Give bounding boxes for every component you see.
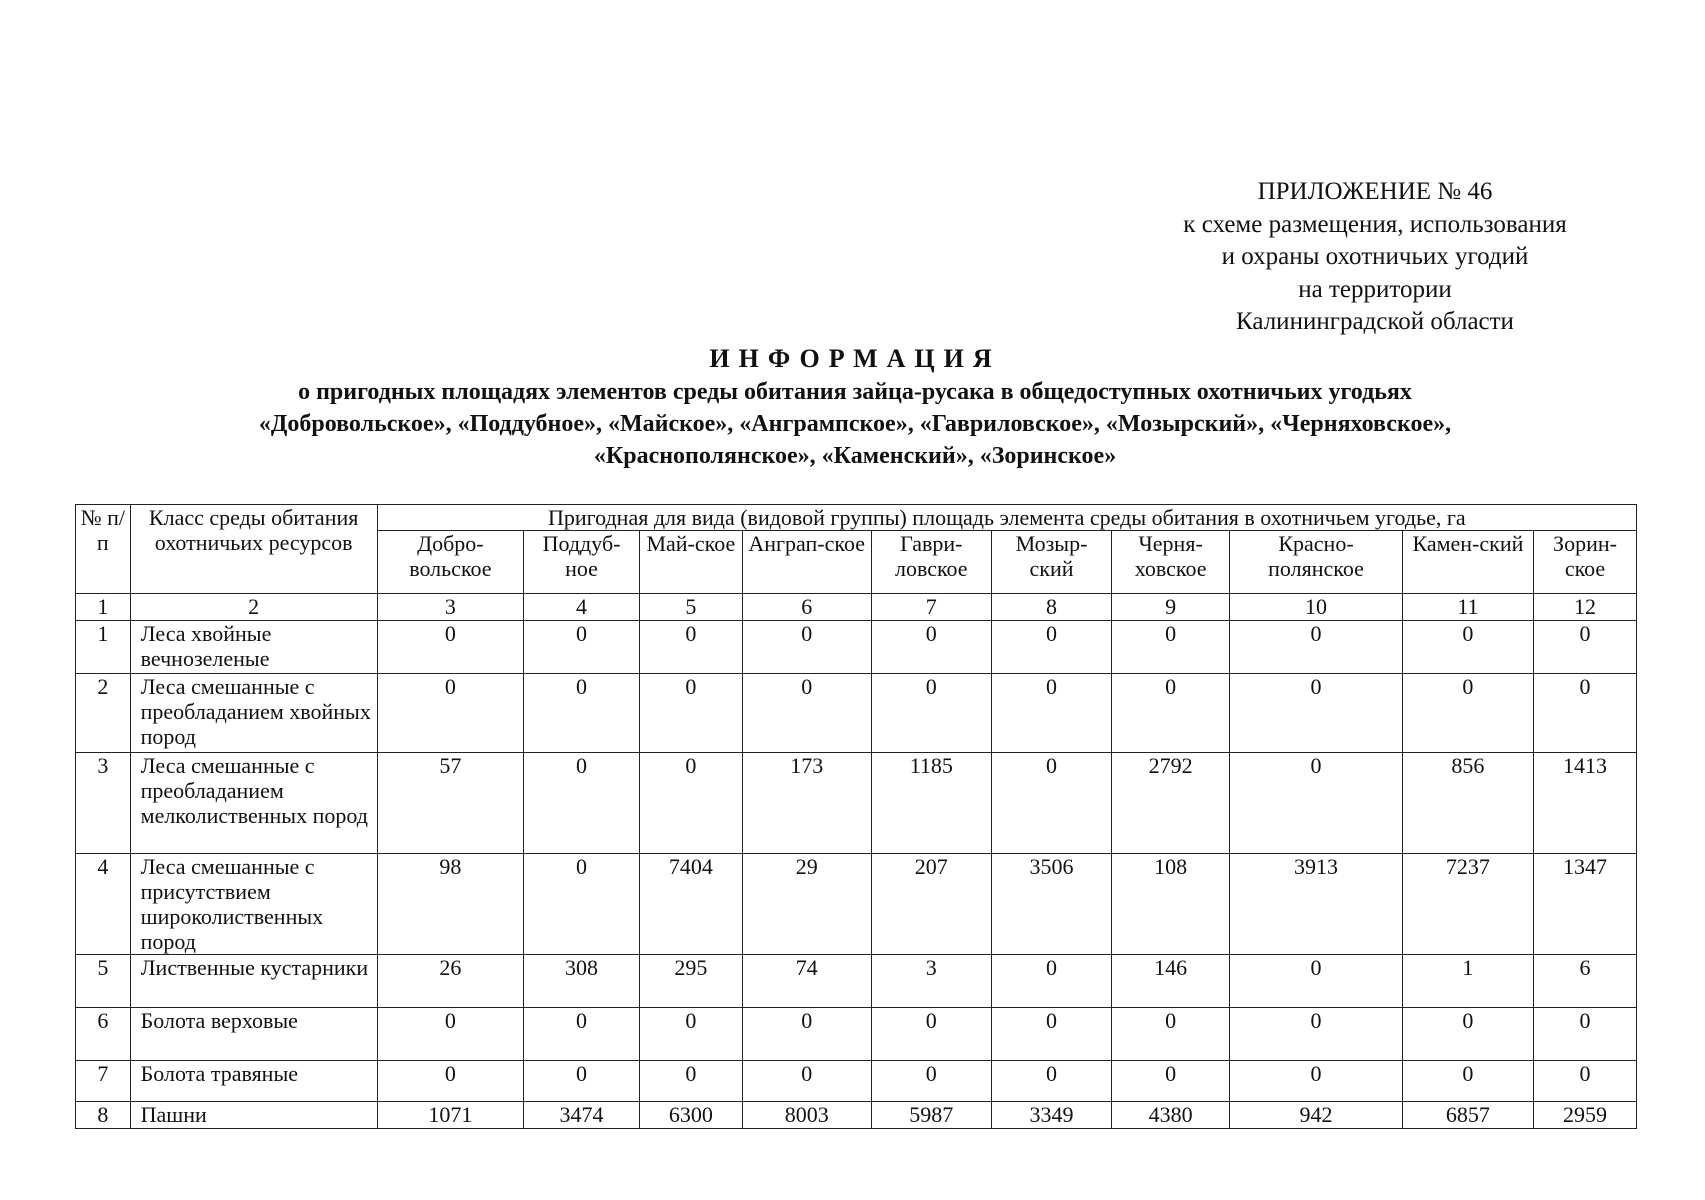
habitat-area-table (75, 504, 1637, 1129)
column-number-11: 11 (1402, 594, 1533, 621)
table-row (76, 753, 1637, 854)
habitat-class: Лиственные кустарники (130, 955, 377, 1008)
area-value: 942 (1230, 1102, 1403, 1129)
area-value: 0 (1534, 674, 1637, 753)
area-value: 3913 (1230, 854, 1403, 955)
row-number: 7 (76, 1061, 131, 1102)
row-number: 3 (76, 753, 131, 854)
row-number: 6 (76, 1008, 131, 1061)
area-value: 6857 (1402, 1102, 1533, 1129)
area-value: 0 (1402, 1061, 1533, 1102)
row-number: 5 (76, 955, 131, 1008)
header-area-10: Зорин-ское (1534, 531, 1637, 594)
area-value: 0 (991, 621, 1111, 674)
header-area-group: Пригодная для вида (видовой группы) площадь элемента среды обитания в охотничьем угодье, га (377, 505, 1636, 531)
area-value: 0 (1112, 1008, 1230, 1061)
area-value: 5987 (871, 1102, 991, 1129)
area-value: 0 (1534, 1008, 1637, 1061)
area-value: 0 (742, 621, 871, 674)
document-title-block (130, 342, 1580, 472)
area-value: 0 (639, 1008, 742, 1061)
area-value: 0 (1112, 621, 1230, 674)
area-value: 4380 (1112, 1102, 1230, 1129)
table-row (76, 955, 1637, 1008)
area-value: 0 (377, 621, 523, 674)
column-number-1: 1 (76, 594, 131, 621)
area-value: 2959 (1534, 1102, 1637, 1129)
area-value: 0 (639, 674, 742, 753)
area-value: 0 (1230, 674, 1403, 753)
area-value: 0 (1402, 1008, 1533, 1061)
area-value: 98 (377, 854, 523, 955)
area-value: 0 (742, 1061, 871, 1102)
area-value: 2792 (1112, 753, 1230, 854)
area-value: 0 (1112, 674, 1230, 753)
habitat-class: Болота верховые (130, 1008, 377, 1061)
column-number-6: 6 (742, 594, 871, 621)
area-value: 0 (1230, 955, 1403, 1008)
area-value: 3474 (524, 1102, 640, 1129)
appendix-block (1090, 176, 1660, 339)
area-value: 0 (871, 621, 991, 674)
area-value: 57 (377, 753, 523, 854)
area-value: 207 (871, 854, 991, 955)
area-value: 146 (1112, 955, 1230, 1008)
title-line-2: «Добровольское», «Поддубное», «Майское», «Ангрампское», «Гавриловское», «Мозырский», «Черняховское», (258, 411, 1452, 437)
habitat-class: Леса смешанные с преобладанием хвойных пород (130, 674, 377, 753)
area-value: 8003 (742, 1102, 871, 1129)
area-value: 0 (871, 1008, 991, 1061)
header-area-8: Красно-полянское (1230, 531, 1403, 594)
column-number-7: 7 (871, 594, 991, 621)
habitat-class: Пашни (130, 1102, 377, 1129)
header-area-7: Черня-ховское (1112, 531, 1230, 594)
title-line-1: о пригодных площадях элементов среды обитания зайца-русака в общедоступных охотничьих угодьях (298, 379, 1412, 405)
table-row (76, 1008, 1637, 1061)
area-value: 0 (1534, 621, 1637, 674)
area-value: 0 (377, 1061, 523, 1102)
area-value: 3 (871, 955, 991, 1008)
area-value: 1 (1402, 955, 1533, 1008)
header-area-6: Мозыр-ский (991, 531, 1111, 594)
area-value: 0 (1402, 621, 1533, 674)
habitat-class: Леса хвойные вечнозеленые (130, 621, 377, 674)
column-number-4: 4 (524, 594, 640, 621)
area-value: 0 (524, 621, 640, 674)
header-area-9: Камен-ский (1402, 531, 1533, 594)
area-value: 856 (1402, 753, 1533, 854)
area-value: 0 (991, 1061, 1111, 1102)
area-value: 0 (871, 1061, 991, 1102)
area-value: 26 (377, 955, 523, 1008)
appendix-line-3: и охраны охотничьих угодий (1221, 243, 1529, 270)
row-number: 1 (76, 621, 131, 674)
header-number: № п/п (76, 505, 131, 594)
row-number: 4 (76, 854, 131, 955)
area-value: 0 (991, 753, 1111, 854)
header-area-2: Поддуб-ное (524, 531, 640, 594)
area-value: 0 (1230, 1061, 1403, 1102)
area-value: 7404 (639, 854, 742, 955)
area-value: 3349 (991, 1102, 1111, 1129)
area-value: 0 (524, 1008, 640, 1061)
area-value: 0 (1230, 1008, 1403, 1061)
area-value: 1347 (1534, 854, 1637, 955)
area-value: 6300 (639, 1102, 742, 1129)
area-value: 0 (1230, 621, 1403, 674)
area-value: 0 (377, 1008, 523, 1061)
column-number-2: 2 (130, 594, 377, 621)
area-value: 0 (1534, 1061, 1637, 1102)
area-value: 0 (377, 674, 523, 753)
column-number-3: 3 (377, 594, 523, 621)
area-value: 0 (524, 854, 640, 955)
table-row (76, 1061, 1637, 1102)
area-value: 0 (639, 621, 742, 674)
area-value: 0 (1112, 1061, 1230, 1102)
area-value: 0 (871, 674, 991, 753)
header-area-4: Анграп-ское (742, 531, 871, 594)
table-row (76, 854, 1637, 955)
area-value: 0 (991, 674, 1111, 753)
area-value: 108 (1112, 854, 1230, 955)
area-value: 0 (1230, 753, 1403, 854)
habitat-class: Леса смешанные с преобладанием мелколиственных пород (130, 753, 377, 854)
column-number-8: 8 (991, 594, 1111, 621)
header-area-5: Гаври-ловское (871, 531, 991, 594)
table-row (76, 621, 1637, 674)
row-number: 8 (76, 1102, 131, 1129)
area-value: 1413 (1534, 753, 1637, 854)
area-value: 1071 (377, 1102, 523, 1129)
appendix-number: ПРИЛОЖЕНИЕ № 46 (1257, 178, 1493, 205)
area-value: 1185 (871, 753, 991, 854)
table-row (76, 1102, 1637, 1129)
area-value: 3506 (991, 854, 1111, 955)
column-number-9: 9 (1112, 594, 1230, 621)
area-value: 173 (742, 753, 871, 854)
appendix-line-2: к схеме размещения, использования (1183, 210, 1567, 238)
area-value: 6 (1534, 955, 1637, 1008)
header-habitat-class: Класс среды обитания охотничьих ресурсов (130, 505, 377, 594)
area-value: 0 (639, 753, 742, 854)
area-value: 29 (742, 854, 871, 955)
area-value: 308 (524, 955, 640, 1008)
header-area-3: Май-ское (639, 531, 742, 594)
document-heading: ИНФОРМАЦИЯ (709, 344, 1001, 373)
area-value: 0 (742, 674, 871, 753)
area-value: 74 (742, 955, 871, 1008)
area-value: 295 (639, 955, 742, 1008)
column-number-10: 10 (1230, 594, 1403, 621)
area-value: 0 (639, 1061, 742, 1102)
area-value: 7237 (1402, 854, 1533, 955)
appendix-line-5: Калининградской области (1236, 308, 1514, 335)
header-area-1: Добро-вольское (377, 531, 523, 594)
column-number-12: 12 (1534, 594, 1637, 621)
habitat-class: Болота травяные (130, 1061, 377, 1102)
area-value: 0 (524, 1061, 640, 1102)
area-value: 0 (524, 753, 640, 854)
column-number-5: 5 (639, 594, 742, 621)
title-line-3: «Краснополянское», «Каменский», «Зоринское» (593, 443, 1117, 469)
area-value: 0 (991, 1008, 1111, 1061)
area-value: 0 (524, 674, 640, 753)
area-value: 0 (1402, 674, 1533, 753)
table-row (76, 674, 1637, 753)
appendix-line-4: на территории (1298, 275, 1452, 303)
area-value: 0 (742, 1008, 871, 1061)
habitat-class: Леса смешанные с присутствием широколиственных пород (130, 854, 377, 955)
area-value: 0 (991, 955, 1111, 1008)
row-number: 2 (76, 674, 131, 753)
